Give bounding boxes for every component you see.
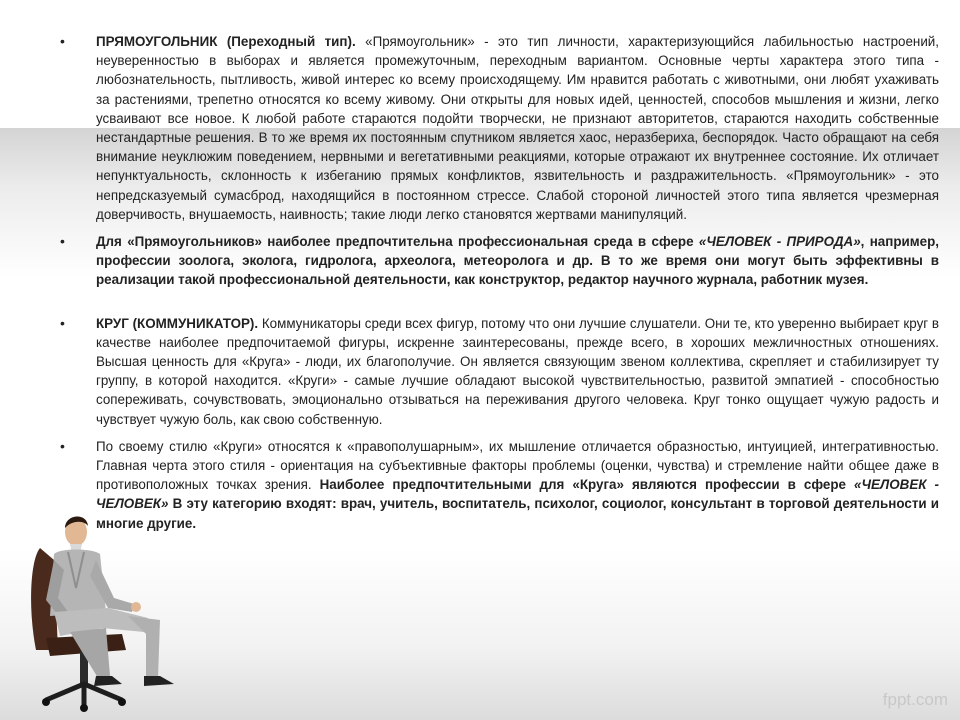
watermark-text: fppt.com: [882, 690, 948, 709]
bullet-sphere-name: «ЧЕЛОВЕК - ПРИРОДА»: [698, 234, 861, 250]
seated-businessman-illustration: [10, 500, 185, 715]
bullet-dot-icon: •: [60, 233, 65, 250]
bullet-dot-icon: •: [60, 437, 65, 454]
bullet-sphere-name: «ЧЕЛОВЕК - ЧЕЛОВЕК»: [96, 477, 939, 512]
bullet-bold-text: В эту категорию входят: врач, учитель, воспитатель, психолог, социолог, консультант в торговой деятельности и многие другие.: [96, 496, 939, 531]
bullet-text: Коммуникаторы среди всех фигур, потому что они лучшие слушатели. Они те, кто уверенно выбирает круг в качестве наиболее предпочитаемой фигуры, искренне заинтересованы, прежде всего, в хороших межличностных отношениях. Высшая ценность для «Круга» - люди, их благополучие. Он является связующим звеном коллектива, скрепляет и стабилизирует ту группу, в которой находится. «Круги» - самые лучшие обладают высокой чувствительностью, развитой эмпатией - способностью сопереживать, сочувствовать, эмоционально отзываться на переживания другого человека. Круг тонко ощущает чужую радость и чувствует чужую боль, как свою собственную.: [96, 315, 939, 427]
bullet-heading: КРУГ (КОММУНИКАТОР).: [96, 315, 259, 331]
bullet-text: По своему стилю «Круги» относятся к «правополушарным», их мышление отличается образностью, интуицией, интегративностью. Главная черта этого стиля - ориентация на субъективные факторы проблемы (оценки, чувства) и стремление найти общее даже в противоположных точках зрения.: [96, 438, 939, 493]
bullet-text: «Прямоугольник» - это тип личности, характеризующийся лабильностью настроений, неуверенностью в выборах и является промежуточным, переходным вариантом. Основные черты характера этого типа - любознательность, пытливость, живой интерес ко всему происходящему. Им нравится работать с животными, они любят ухаживать за растениями, трепетно относятся ко всему живому. Они открыты для новых идей, ценностей, способов мышления и жизни, легко усваивают все новое. К любой работе стараются подойти творчески, не признают авторитетов, стараются находить собственные нестандартные решения. В то же время их постоянным спутником является хаос, неразбериха, беспорядок. Часто обращают на себя внимание неуклюжим поведением, нервными и вегетативными реакциями, которые отражают их внутреннее состояние. Их отличает непунктуальность, склонность к избеганию прямых конфликтов, язвительность и раздражительность. «Прямоугольник» - это непредсказуемый сумасброд, находящийся в постоянном стрессе. Слабой стороной личностей этого типа является чрезмерная доверчивость, внушаемость, наивность; такие люди легко становятся жертвами манипуляций.: [96, 34, 940, 222]
bullet-bold-text: Наиболее предпочтительными для «Круга» являются профессии в сфере: [319, 477, 855, 493]
bullet-bold-text: , например, профессии зоолога, эколога, гидролога, археолога, метеоролога и др. В то же время они могут быть эффективны в реализации такой профессиональной деятельности, как конструктор, редактор научного журнала, работник музея.: [96, 234, 939, 288]
bullet-dot-icon: •: [60, 33, 65, 49]
bullet-bold-text: Для «Прямоугольников» наиболее предпочтительна профессиональная среда в сфере: [96, 234, 699, 250]
bullet-rectangle-description: [60, 32, 940, 224]
bullet-rectangle-professions: [60, 232, 939, 290]
bullet-heading: ПРЯМОУГОЛЬНИК (Переходный тип).: [96, 34, 356, 49]
slide-content: [60, 32, 940, 533]
bullet-circle-professions: [60, 437, 939, 533]
bullet-circle-description: [60, 314, 939, 429]
bullet-dot-icon: •: [60, 314, 65, 331]
